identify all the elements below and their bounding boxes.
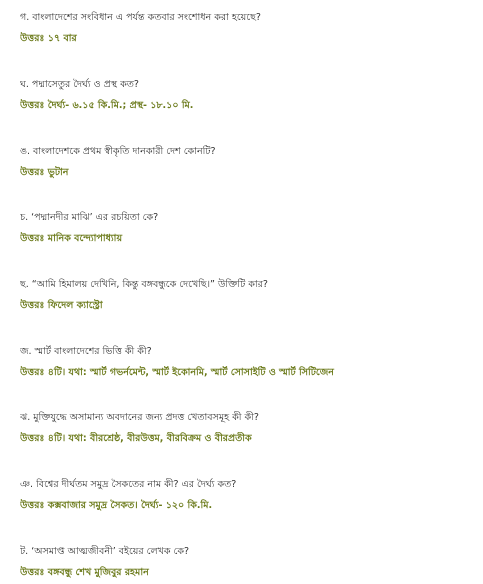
question-text: ট. ‘অসমাপ্ত আত্মজীবনী’ বইয়ের লেখক কে?: [20, 546, 190, 557]
question-text: ঝ. মুক্তিযুদ্ধে অসামান্য অবদানের জন্য প্রদত্ত খেতাবসমূহ কী কী?: [20, 412, 259, 423]
qa-item: [20, 278, 475, 312]
qa-item: [20, 411, 475, 445]
qa-item: [20, 11, 475, 45]
question-text: ছ. “আমি হিমালয় দেখিনি, কিন্তু বঙ্গবন্ধুকে দেখেছি।” উক্তিটি কার?: [20, 279, 268, 290]
answer-text: উত্তরঃ মানিক বন্দ্যোপাধ্যায়: [20, 233, 123, 244]
question-text: ঘ. পদ্মাসেতুর দৈর্ঘ্য ও প্রস্থ কত?: [20, 79, 139, 90]
qa-item: [20, 78, 475, 112]
qa-item: [20, 478, 475, 512]
answer-text: উত্তরঃ ৪টি। যথা: স্মার্ট গভর্নমেন্ট, স্মার্ট ইকোনমি, স্মার্ট সোসাইটি ও স্মার্ট সিটিজেন: [20, 367, 334, 378]
qa-item: [20, 545, 475, 579]
question-text: জ. স্মার্ট বাংলাদেশের ভিত্তি কী কী?: [20, 346, 152, 357]
answer-text: উত্তরঃ দৈর্ঘ্য- ৬.১৫ কি.মি.; প্রস্থ- ১৮.১০ মি.: [20, 100, 194, 111]
qa-item: [20, 145, 475, 179]
answer-text: উত্তরঃ ১৭ বার: [20, 33, 77, 44]
question-text: গ. বাংলাদেশের সংবিধান এ পর্যন্ত কতবার সংশোধন করা হয়েছে?: [20, 12, 261, 23]
question-text: চ. ‘পদ্মানদীর মাঝি’ এর রচয়িতা কে?: [20, 212, 159, 223]
answer-text: উত্তরঃ ৪টি। যথা: বীরশ্রেষ্ঠ, বীরউত্তম, বীরবিক্রম ও বীরপ্রতীক: [20, 433, 252, 444]
question-text: ঙ. বাংলাদেশকে প্রথম স্বীকৃতি দানকারী দেশ কোনটি?: [20, 146, 216, 157]
qa-item: [20, 345, 475, 379]
answer-text: উত্তরঃ ফিদেল ক্যাস্ট্রো: [20, 300, 103, 311]
answer-text: উত্তরঃ ভুটান: [20, 167, 69, 178]
question-text: ঞ. বিশ্বের দীর্ঘতম সমুদ্র সৈকতের নাম কী? এর দৈর্ঘ্য কত?: [20, 479, 237, 490]
qa-item: [20, 211, 475, 245]
answer-text: উত্তরঃ কক্সবাজার সমুদ্র সৈকত। দৈর্ঘ্য- ১২০ কি.মি.: [20, 500, 213, 511]
answer-text: উত্তরঃ বঙ্গবন্ধু শেখ মুজিবুর রহমান: [20, 567, 149, 578]
